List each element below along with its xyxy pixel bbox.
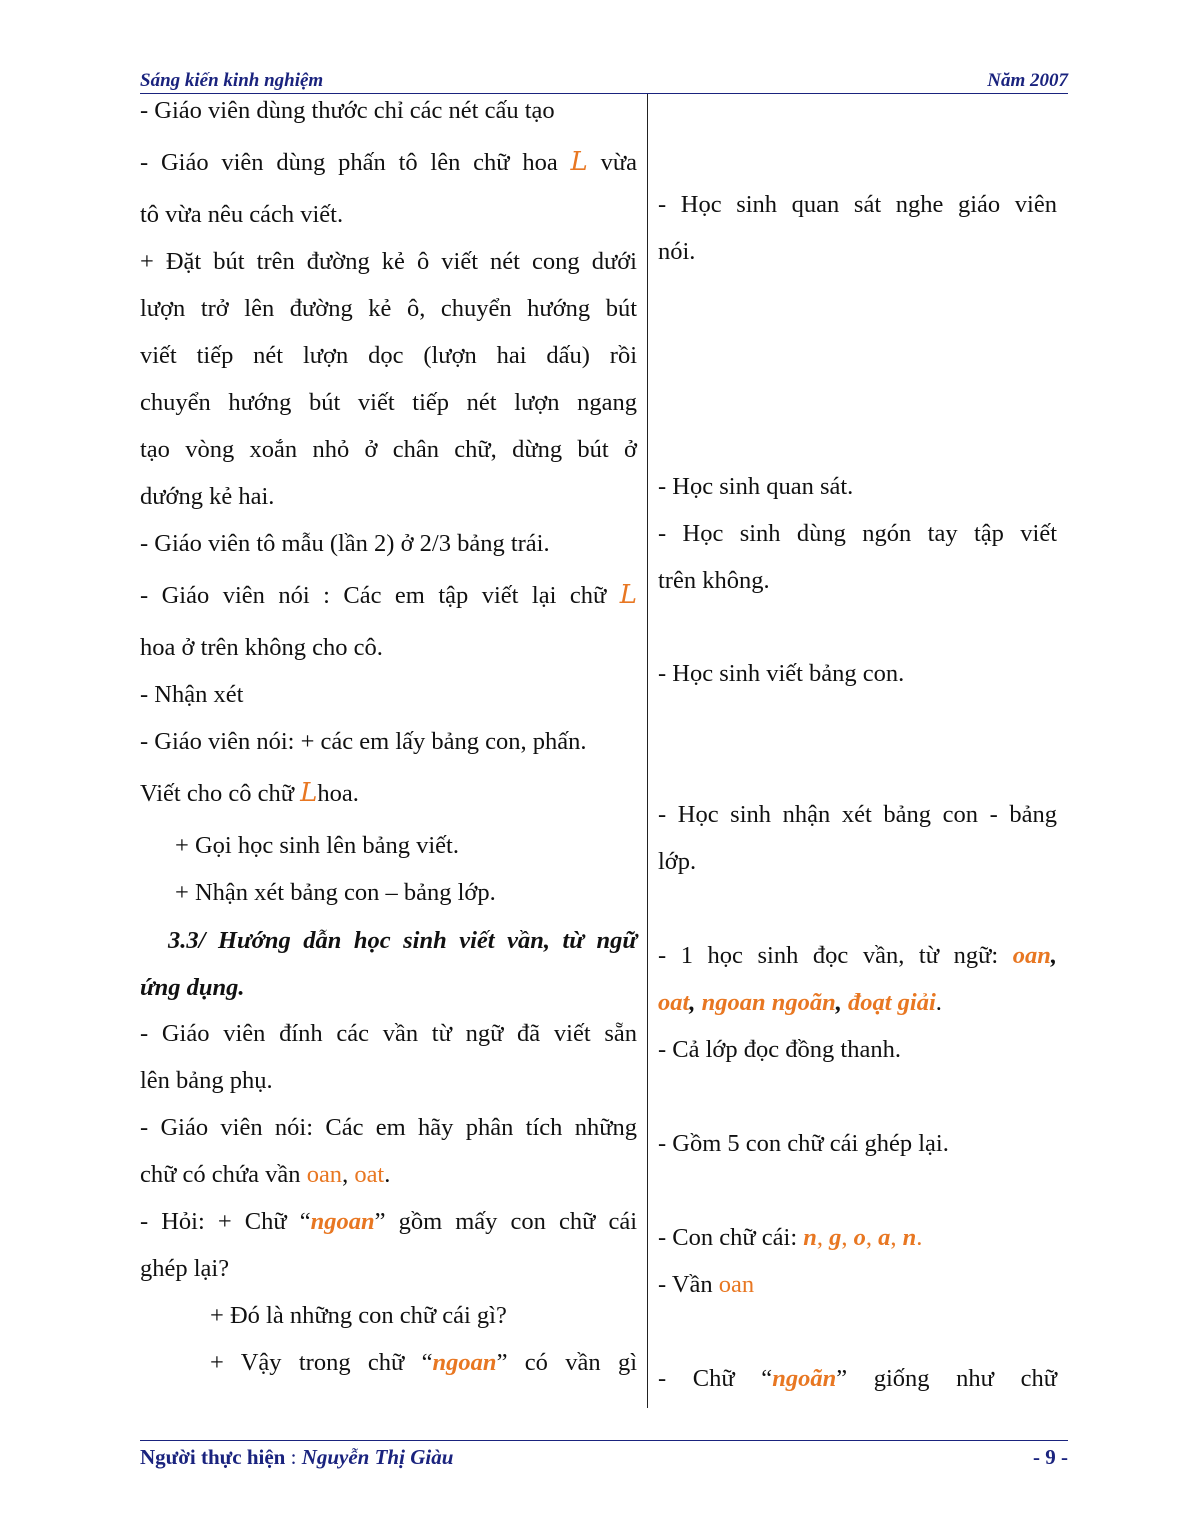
script-letter-l: L [570, 147, 588, 177]
header-title: Sáng kiến kinh nghiệm [140, 70, 324, 91]
left-line: dướng kẻ hai. [140, 483, 275, 510]
footer-rule [140, 1440, 1068, 1441]
right-line: - Chữ “ngoãn” giống như chữ [658, 1365, 1057, 1392]
left-line: lên bảng phụ. [140, 1067, 273, 1094]
script-letter-l: L [300, 778, 318, 808]
right-line: nói. [658, 238, 696, 265]
left-line: - Hỏi: + Chữ “ngoan” gồm mấy con chữ cái [140, 1208, 638, 1235]
left-line: chuyển hướng bút viết tiếp nét lượn ngang [140, 389, 637, 416]
left-line: hoa ở trên không cho cô. [140, 634, 383, 661]
right-line: - 1 học sinh đọc vần, từ ngữ: oan, [658, 942, 1057, 969]
right-line: - Học sinh quan sát nghe giáo viên [658, 191, 1057, 218]
left-line: lượn trở lên đường kẻ ô, chuyển hướng bút [140, 295, 637, 322]
left-line: - Giáo viên đính các vần từ ngữ đã viết sẵn [140, 1020, 637, 1047]
left-line: - Nhận xét [140, 681, 244, 708]
header-year: Năm 2007 [987, 70, 1068, 91]
left-line: viết tiếp nét lượn dọc (lượn hai dấu) rồi [140, 342, 637, 369]
right-line: - Học sinh quan sát. [658, 473, 854, 500]
section-heading-cont: ứng dụng. [140, 974, 245, 1001]
right-line: lớp. [658, 848, 697, 875]
left-line: - Giáo viên nói: Các em hãy phân tích những [140, 1114, 637, 1141]
left-line: + Đó là những con chữ cái gì? [210, 1302, 507, 1329]
section-heading: 3.3/ Hướng dẫn học sinh viết vần, từ ngữ [168, 927, 637, 954]
left-line: ghép lại? [140, 1255, 230, 1282]
right-line: - Vần oan [658, 1271, 755, 1298]
left-line: chữ có chứa vần oan, oat. [140, 1161, 391, 1188]
left-line: - Giáo viên nói: + các em lấy bảng con, phấn. [140, 728, 587, 755]
left-line: + Đặt bút trên đường kẻ ô viết nét cong dưới [140, 248, 637, 275]
left-line: - Giáo viên tô mẫu (lần 2) ở 2/3 bảng trái. [140, 530, 550, 557]
script-letter-l: L [619, 580, 637, 610]
left-line: + Gọi học sinh lên bảng viết. [175, 832, 459, 859]
right-line: - Học sinh dùng ngón tay tập viết [658, 520, 1057, 547]
left-line: Viết cho cô chữ Lhoa. [140, 778, 359, 808]
footer-author: Người thực hiện : Nguyễn Thị Giàu [140, 1445, 454, 1469]
left-line: tạo vòng xoắn nhỏ ở chân chữ, dừng bút ở [140, 436, 637, 463]
left-line: - Giáo viên dùng phấn tô lên chữ hoa L vừa [140, 147, 637, 177]
right-line: oat, ngoan ngoãn, đoạt giải. [658, 989, 942, 1016]
right-line: - Học sinh viết bảng con. [658, 660, 905, 687]
page-number: - 9 - [1033, 1445, 1068, 1469]
right-line: - Con chữ cái: n, g, o, a, n. [658, 1224, 923, 1251]
left-line: + Nhận xét bảng con – bảng lớp. [175, 879, 496, 906]
left-line: - Giáo viên dùng thước chỉ các nét cấu tạo [140, 97, 555, 124]
right-line: - Học sinh nhận xét bảng con - bảng [658, 801, 1057, 828]
right-line: trên không. [658, 567, 770, 594]
right-line: - Cả lớp đọc đồng thanh. [658, 1036, 901, 1063]
header-rule [140, 93, 1068, 94]
left-line: - Giáo viên nói : Các em tập viết lại chữ L [140, 580, 637, 610]
right-line: - Gồm 5 con chữ cái ghép lại. [658, 1130, 949, 1157]
left-line: + Vậy trong chữ “ngoan” có vần gì [210, 1349, 638, 1376]
column-divider [647, 94, 648, 1408]
left-line: tô vừa nêu cách viết. [140, 201, 344, 228]
